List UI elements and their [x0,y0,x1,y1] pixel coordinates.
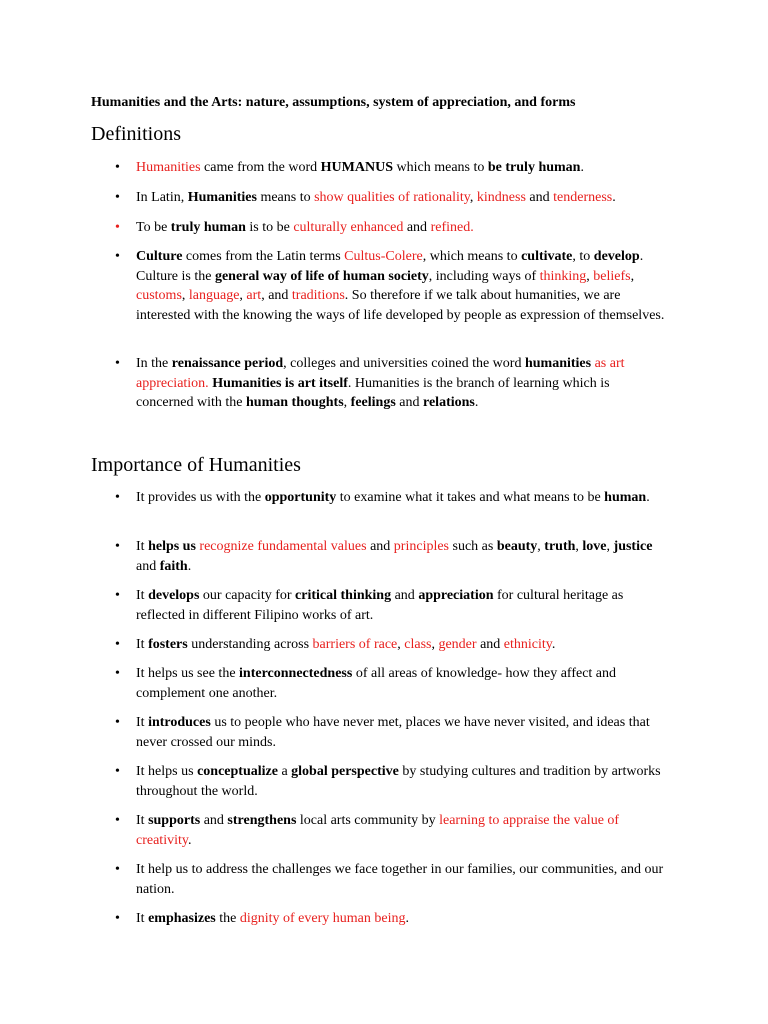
text-run: . So therefore if we talk about humanities, we are interested with the knowing the ways of life developed by people as expression of themselves. [136,288,665,323]
text-run: , [431,637,439,652]
bullet-icon: • [115,715,120,730]
bullet-icon: • [115,588,120,603]
text-run: It [136,813,149,828]
bold-text: truth [544,539,576,554]
highlight-text: show qualities of rationality [314,190,470,205]
text-run: It [136,539,149,554]
text-run: , which means to [422,249,522,264]
bold-text: develops [148,588,200,603]
bold-text: cultivate [521,249,573,264]
bold-text: introduces [148,715,211,730]
definitions-heading: Definitions [91,123,181,145]
bold-text: HUMANUS [320,160,394,175]
bold-text: critical thinking [295,588,392,603]
bullet-icon: • [115,764,120,779]
highlight-text: class [404,637,432,652]
text-run: , [469,190,477,205]
bold-text: love [582,539,607,554]
bold-text: humanities [524,356,592,371]
highlight-text: Humanities [136,160,201,175]
highlight-text: dignity of every human being [239,911,406,926]
text-run: , [239,288,247,303]
highlight-text: Cultus-Colere [344,249,423,264]
text-run: . [612,190,616,205]
text-run: , [343,395,351,410]
bullet-icon: • [115,862,120,877]
text-run: and [136,558,160,574]
text-run: and [391,588,419,603]
text-run: the [215,911,240,926]
bold-text: conceptualize [197,764,278,779]
document-title: Humanities and the Arts: nature, assumptions, system of appreciation, and forms [91,95,576,110]
text-run: It help us to address the challenges we face together in our families, our communities, and our nation. [136,862,664,897]
text-run: , [575,539,583,554]
highlight-text: traditions [291,288,345,303]
text-run: . [187,558,192,574]
text-run: our capacity for [199,588,296,603]
bold-text: Culture [136,249,183,264]
bold-text: human [604,490,647,505]
text-run: . Culture is the [136,249,644,284]
text-run: local arts community by [296,813,440,828]
bold-text: Humanities [187,190,257,205]
text-run: and [200,813,228,828]
text-run: a [277,764,292,779]
list-item [115,247,666,325]
bold-text: faith [159,558,188,574]
text-run: It [136,588,149,603]
text-run: . [646,490,650,505]
bullet-icon: • [115,813,120,828]
text-run: , [606,539,614,554]
list-item [115,664,666,703]
text-run: for cultural heritage as reflected in different Filipino works of art. [136,588,624,623]
list-item [115,188,666,208]
highlight-text: tenderness [553,190,613,205]
text-run: us to people who have never met, places we have never visited, and ideas that never crossed our minds. [136,715,650,750]
text-run: and [403,220,431,235]
bullet-icon: • [115,190,120,205]
text-run: came from the word [200,160,321,175]
highlight-text: refined. [430,220,474,235]
highlight-text: beliefs [593,268,631,284]
list-item [115,860,666,899]
text-run: and [476,637,504,652]
bold-text: be truly human [487,160,581,175]
bold-text: emphasizes [148,911,216,926]
list-item [115,762,666,801]
bold-text: Humanities is art itself [212,375,348,391]
text-run: It [136,637,149,652]
highlight-text: customs [136,288,182,303]
highlight-text: barriers of race [312,637,398,652]
text-run: , [586,268,594,284]
text-run: and [366,539,394,554]
text-run: It helps us [136,764,198,779]
text-run: It [136,715,149,730]
text-run: to examine what it takes and what means to be [336,490,605,505]
text-run: . [551,637,556,652]
text-run: , colleges and universities coined the word [283,356,525,371]
bold-text: opportunity [264,490,337,505]
bullet-icon: • [115,160,120,175]
text-run: , [397,637,405,652]
highlight-text: gender [438,637,477,652]
highlight-text: principles [393,539,450,554]
highlight-text: art [246,288,262,303]
text-run: It [136,911,149,926]
list-item [115,713,666,752]
highlight-text: as art appreciation. [136,356,625,391]
list-item [115,488,666,508]
bold-text: helps us [148,539,196,554]
text-run: and [525,190,554,205]
highlight-text: thinking [539,268,587,284]
bold-text: justice [613,539,653,554]
text-run: is to be [245,220,294,235]
text-run: In the [136,356,172,371]
text-run: It helps us see the [136,666,240,681]
text-run: , [537,539,545,554]
bold-text: interconnectedness [239,666,353,681]
bullet-icon: • [115,637,120,652]
bold-text: fosters [148,637,188,652]
text-run: such as [449,539,497,554]
text-run: It provides us with the [136,490,265,505]
text-run: by studying cultures and tradition by artworks throughout the world. [136,764,661,799]
list-item [115,811,666,850]
text-run: . Humanities is the branch of learning which is concerned with the [136,375,610,410]
text-run: and [395,395,423,410]
highlight-text: recognize fundamental values [199,539,367,554]
bold-text: develop [593,249,640,264]
text-run: , and [261,288,292,303]
text-run: . [187,832,192,848]
list-item [115,354,666,413]
highlight-text: culturally enhanced [293,220,404,235]
bullet-icon: • [115,249,120,264]
highlight-text: kindness [476,190,526,205]
bullet-icon: • [115,911,120,926]
bold-text: global perspective [291,764,399,779]
list-item [115,909,666,929]
text-run: means to [256,190,315,205]
bold-text: beauty [496,539,538,554]
bullet-icon: • [115,666,120,681]
bullet-icon: • [115,490,120,505]
highlight-text: ethnicity [503,637,552,652]
text-run: which means to [393,160,488,175]
text-run: understanding across [187,637,313,652]
importance-heading: Importance of Humanities [91,454,301,476]
bold-text: renaissance period [171,356,284,371]
bold-text: supports [148,813,201,828]
text-run: , [630,268,635,284]
bold-text: truly human [170,220,246,235]
text-run: . [580,160,584,175]
highlight-text: learning to appraise the value of creativity [136,813,620,848]
text-run: , including ways of [428,268,540,284]
text-run: , [181,288,189,303]
bullet-icon: • [115,356,120,371]
text-run: . [405,911,409,926]
list-item [115,158,666,178]
text-run: , to [572,249,594,264]
text-run: comes from the Latin terms [182,249,345,264]
text-run: In Latin, [136,190,188,205]
text-run: . [474,395,479,410]
bold-text: general way of life of human society [214,268,429,284]
bullet-icon: • [115,539,120,554]
list-item [115,586,666,625]
text-run: of all areas of knowledge- how they affect and complement one another. [136,666,617,701]
list-item [115,635,666,655]
highlight-text: language [188,288,240,303]
bullet-icon: • [115,220,120,235]
bold-text: appreciation [418,588,494,603]
bold-text: relations [423,395,475,410]
list-item [115,537,666,576]
list-item [115,218,666,238]
bold-text: human thoughts [246,395,344,410]
text-run: To be [136,220,171,235]
bold-text: feelings [350,395,396,410]
bold-text: strengthens [227,813,297,828]
